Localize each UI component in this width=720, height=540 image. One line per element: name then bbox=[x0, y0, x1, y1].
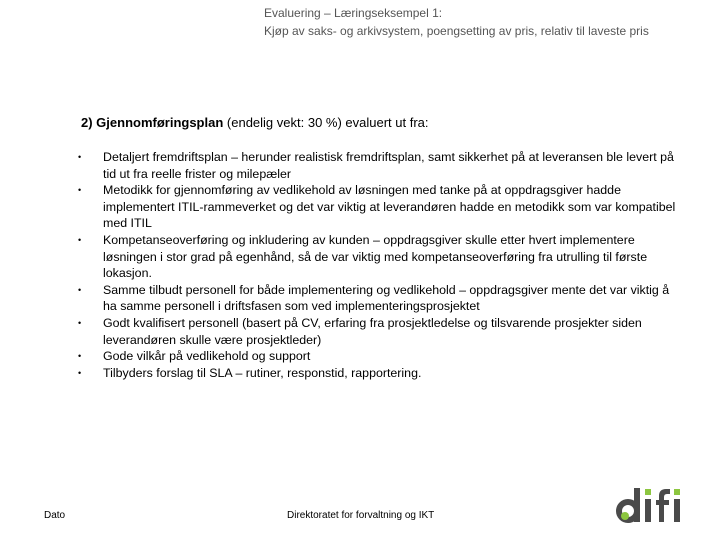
bullet-list bbox=[78, 149, 678, 381]
logo-f-hook bbox=[659, 489, 670, 522]
logo-d-stem bbox=[634, 488, 640, 522]
bullet-icon: • bbox=[78, 152, 82, 162]
list-item bbox=[78, 232, 678, 282]
list-item bbox=[78, 365, 678, 382]
logo-i1-dot bbox=[645, 489, 651, 495]
bullet-icon: • bbox=[78, 284, 82, 295]
header bbox=[264, 4, 649, 40]
list-item-text: Samme tilbudt personell for både implementering og vedlikehold – oppdragsgiver mente det var viktig å ha samme personell i driftsfasen som ved implementeringsprosjektet bbox=[103, 282, 670, 314]
list-item bbox=[78, 315, 678, 348]
list-item-text: Tilbyders forslag til SLA – rutiner, responstid, rapportering. bbox=[103, 365, 422, 380]
logo-i1-stem bbox=[645, 499, 651, 522]
header-line-2: Kjøp av saks- og arkivsystem, poengsetting av pris, relativ til laveste pris bbox=[264, 24, 649, 38]
logo-d-accent bbox=[621, 512, 629, 520]
bullet-icon: • bbox=[78, 185, 82, 196]
difi-logo bbox=[616, 486, 692, 526]
bullet-icon: • bbox=[78, 234, 82, 245]
footer-organization: Direktoratet for forvaltning og IKT bbox=[287, 510, 435, 521]
footer-date: Dato bbox=[44, 510, 66, 521]
list-item bbox=[78, 282, 678, 315]
section-heading-rest: (endelig vekt: 30 %) evaluert ut fra: bbox=[223, 115, 429, 130]
header-line-1: Evaluering – Læringseksempel 1: bbox=[264, 6, 443, 20]
list-item-text: Detaljert fremdriftsplan – herunder realistisk fremdriftsplan, samt sikkerhet på at leveransen ble levert på tid ut fra reelle frister og milepæler bbox=[103, 150, 674, 181]
section-heading-bold: 2) Gjennomføringsplan bbox=[81, 115, 224, 130]
bullet-icon: • bbox=[78, 317, 82, 328]
list-item-text: Kompetanseoverføring og inkludering av kunden – oppdragsgiver skulle etter hvert implementere løsningen i stor grad på egenhånd, så de var viktig med kompetanseoverføring fra utrulling til første lokasjon. bbox=[103, 232, 648, 281]
list-item-text: Gode vilkår på vedlikehold og support bbox=[103, 349, 311, 364]
logo-i2-stem bbox=[674, 499, 680, 522]
list-item-text: Godt kvalifisert personell (basert på CV, erfaring fra prosjektledelse og tilsvarende prosjekter siden leverandøren skulle være prosjektleder) bbox=[103, 315, 642, 347]
logo-i2-dot bbox=[674, 489, 680, 495]
list-item-text: Metodikk for gjennomføring av vedlikehold av løsningen med tanke på at oppdragsgiver hadde implementert ITIL-rammeverket og det var viktig at leverandøren hadde en metodikk som var kompatibel med ITIL bbox=[103, 183, 676, 231]
list-item bbox=[78, 149, 678, 182]
section-heading bbox=[81, 115, 429, 130]
logo-f-bar bbox=[656, 500, 669, 505]
bullet-icon: • bbox=[78, 351, 82, 362]
list-item bbox=[78, 182, 678, 232]
bullet-icon: • bbox=[78, 367, 82, 378]
list-item bbox=[78, 348, 678, 365]
